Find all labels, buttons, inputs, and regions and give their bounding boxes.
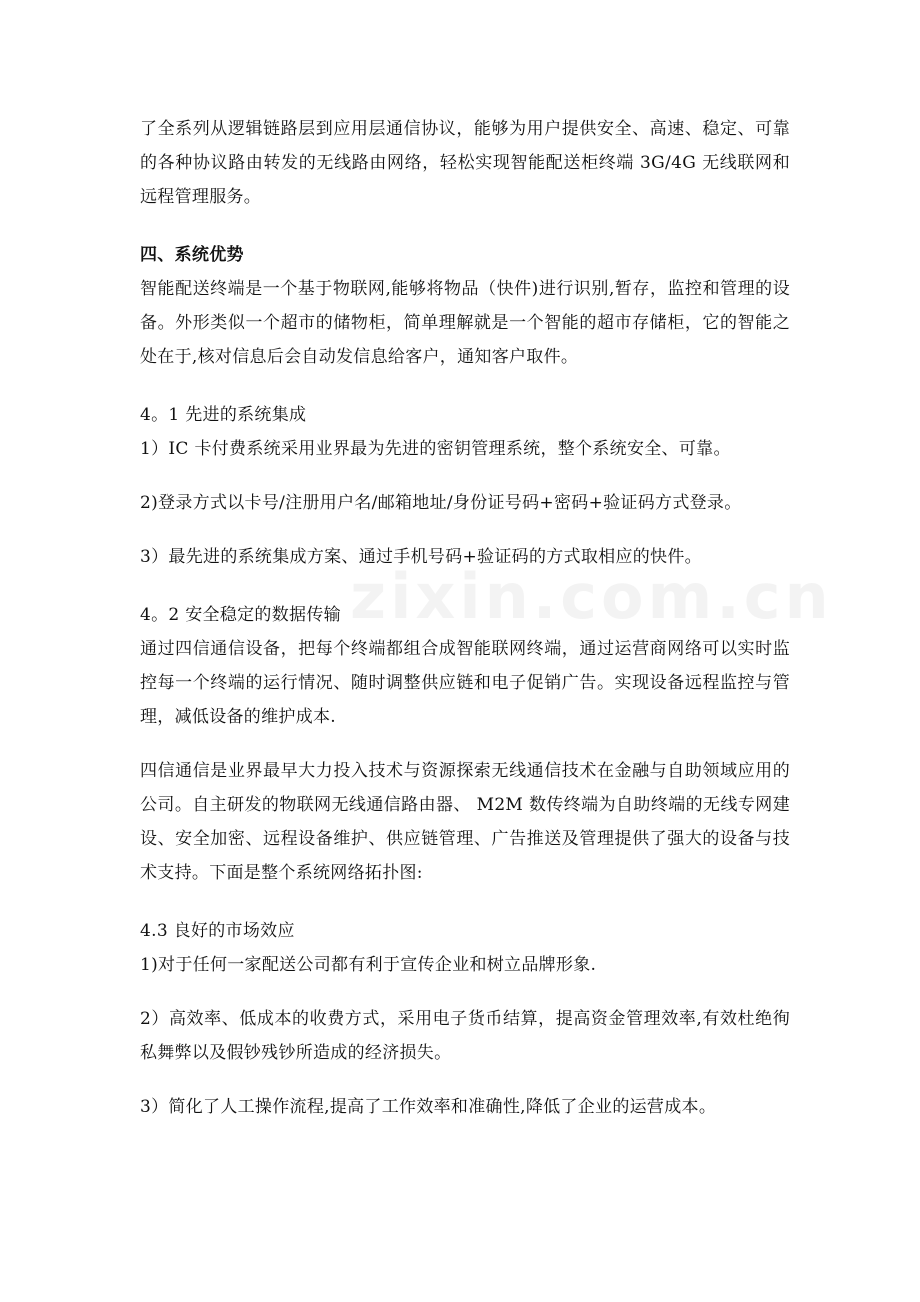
section-heading: 四、系统优势	[140, 245, 244, 265]
list-item: 3）最先进的系统集成方案、通过手机号码+验证码的方式取相应的快件。	[140, 547, 702, 567]
list-item: 1)对于任何一家配送公司都有利于宣传企业和树立品牌形象.	[140, 955, 597, 975]
body-paragraph: 通过四信通信设备，把每个终端都组合成智能联网终端，通过运营商网络可以实时监控每一个终端的运行情况、随时调整供应链和电子促销广告。实现设备远程监控与管理，减低设备的维护成本.	[140, 639, 790, 727]
section-intro-paragraph: 智能配送终端是一个基于物联网,能够将物品（快件)进行识别,暂存，监控和管理的设备。外形类似一个超市的储物柜，简单理解就是一个智能的超市存储柜，它的智能之处在于,核对信息后会自动发信息给客户，通知客户取件。	[140, 279, 790, 367]
list-item: 3）简化了人工操作流程,提高了工作效率和准确性,降低了企业的运营成本。	[140, 1097, 717, 1117]
subsection-heading-4-3: 4.3 良好的市场效应	[140, 921, 295, 941]
watermark-text: zixin.com.cn	[350, 560, 833, 633]
body-paragraph: 四信通信是业界最早大力投入技术与资源探索无线通信技术在金融与自助领域应用的公司。自主研发的物联网无线通信路由器、 M2M 数传终端为自助终端的无线专网建设、安全加密、远程设备维护、供应链管理、广告推送及管理提供了强大的设备与技术支持。下面是整个系统网络拓扑图:	[140, 761, 790, 883]
list-item: 2)登录方式以卡号/注册用户名/邮箱地址/身份证号码+密码+验证码方式登录。	[140, 493, 742, 513]
list-item: 1）IC 卡付费系统采用业界最为先进的密钥管理系统，整个系统安全、可靠。	[140, 439, 731, 459]
subsection-heading-4-2: 4。2 安全稳定的数据传输	[140, 605, 341, 625]
intro-paragraph: 了全系列从逻辑链路层到应用层通信协议，能够为用户提供安全、高速、稳定、可靠的各种协议路由转发的无线路由网络，轻松实现智能配送柜终端 3G/4G 无线联网和远程管理服务。	[140, 119, 790, 207]
document-body	[140, 112, 790, 1124]
subsection-heading-4-1: 4。1 先进的系统集成	[140, 405, 307, 425]
list-item: 2）高效率、低成本的收费方式，采用电子货币结算，提高资金管理效率,有效杜绝徇私舞弊以及假钞残钞所造成的经济损失。	[140, 1009, 790, 1063]
